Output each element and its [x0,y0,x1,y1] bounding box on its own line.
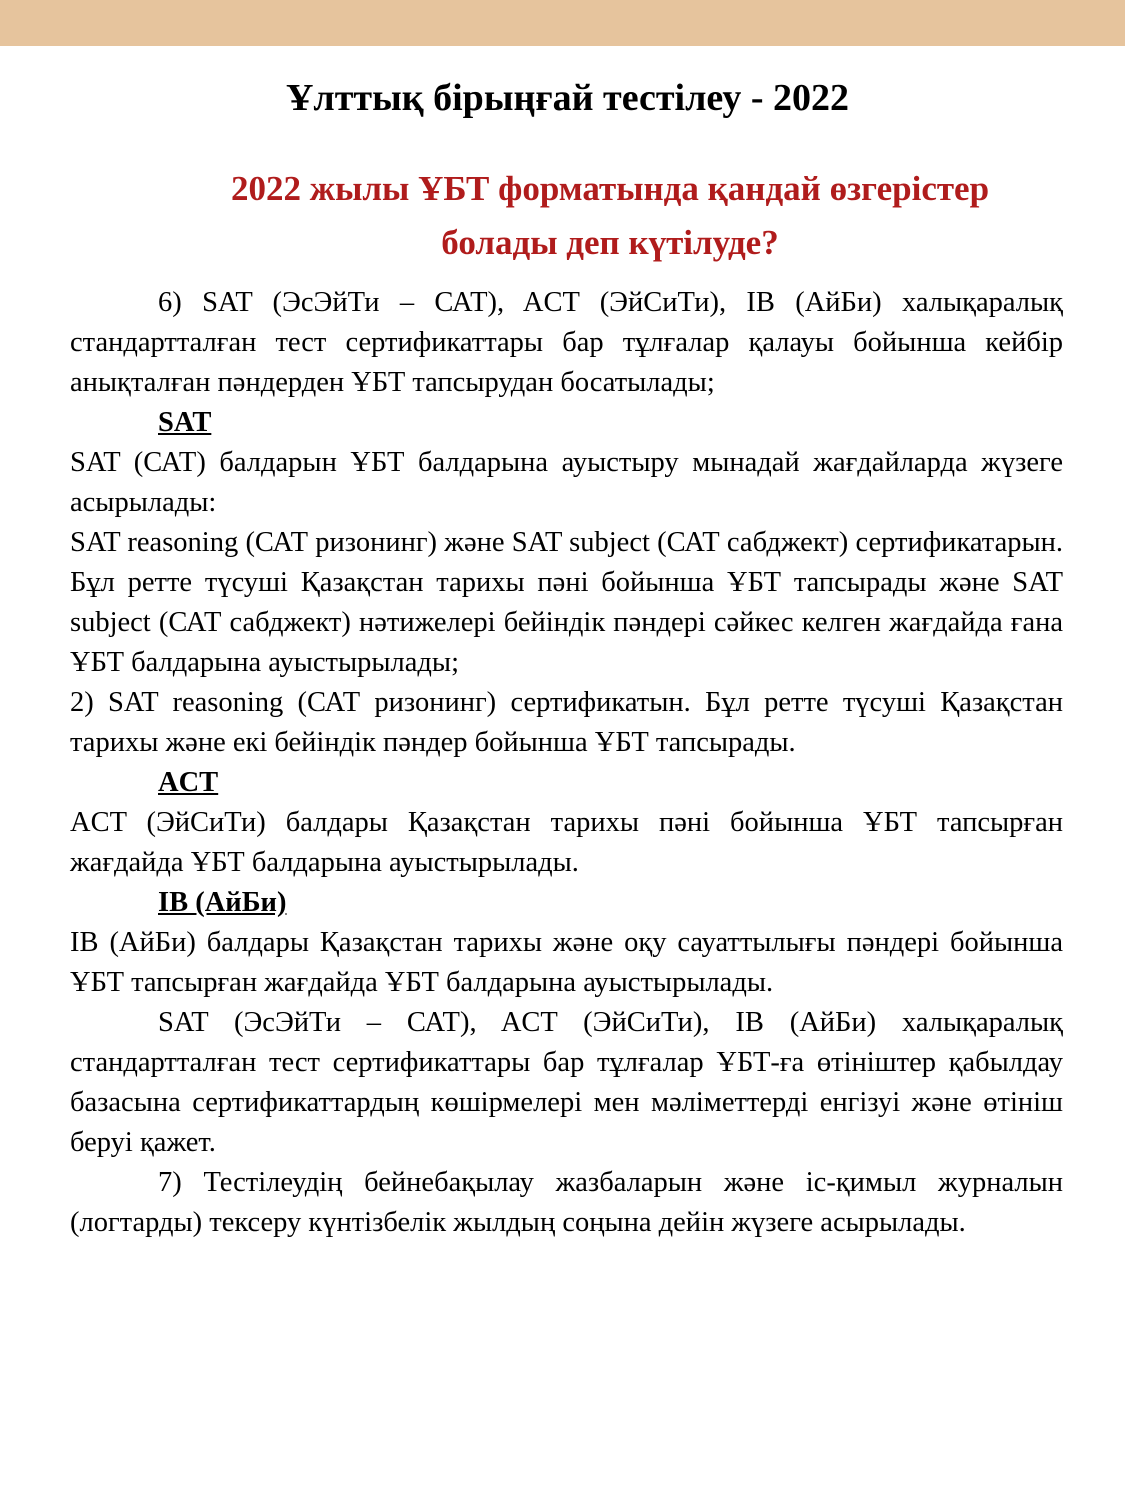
ib-heading: IB (АйБи) [158,887,287,918]
sat-paragraph-2: SAT reasoning (САТ ризонинг) және SAT subject (САТ сабджект) сертификатарын. Бұл ретте түсуші Қазақстан тарихы пәні бойынша ҰБТ тапсырады және SAT subject (САТ сабджект) нәтижелері бейіндік пәндері сәйкес келген жағдайда ғана ҰБТ балдарына ауыстырылады; [70,527,1063,678]
sat-paragraph-1: SAT (САТ) балдарын ҰБТ балдарына ауыстыру мынадай жағдайларда жүзеге асырылады: [70,447,1063,518]
act-paragraph: ACT (ЭйСиТи) балдары Қазақстан тарихы пәні бойынша ҰБТ тапсырған жағдайда ҰБТ балдарына ауыстырылады. [70,807,1063,878]
ib-paragraph-2: SAT (ЭсЭйТи – САТ), ACT (ЭйСиТи), IB (АйБи) халықаралық стандартталған тест сертификаттары бар тұлғалар ҰБТ-ға өтініштер қабылдау базасына сертификаттардың көшірмелері мен мәліметтерді енгізуі және өтініш беруі қажет. [70,1007,1063,1158]
subtitle-line-1: 2022 жылы ҰБТ форматында қандай өзгерістер [230,169,990,208]
subtitle-line-2: болады деп күтілуде? [441,223,779,262]
document-body [70,283,1063,1243]
sat-heading: SAT [158,407,212,438]
intro-paragraph: 6) SAT (ЭсЭйТи – САТ), ACT (ЭйСиТи), IB (АйБи) халықаралық стандартталған тест сертификаттары бар тұлғалар қалауы бойынша кейбір анықталған пәндерден ҰБТ тапсырудан босатылады; [70,287,1063,398]
act-heading: ACT [158,767,219,798]
sat-paragraph-3: 2) SAT reasoning (САТ ризонинг) сертификатын. Бұл ретте түсуші Қазақстан тарихы және екі бейіндік пәндер бойынша ҰБТ тапсырады. [70,687,1063,758]
top-decorative-band [0,0,1125,46]
ib-paragraph-1: IB (АйБи) балдары Қазақстан тарихы және оқу сауаттылығы пәндері бойынша ҰБТ тапсырған жағдайда ҰБТ балдарына ауыстырылады. [70,927,1063,998]
point-7-paragraph: 7) Тестілеудің бейнебақылау жазбаларын және іс-қимыл журналын (логтарды) тексеру күнтізбелік жылдың соңына дейін жүзеге асырылады. [70,1167,1063,1238]
page-subtitle [150,162,1070,270]
page-title: Ұлттық бірыңғай тестілеу - 2022 [285,77,850,119]
